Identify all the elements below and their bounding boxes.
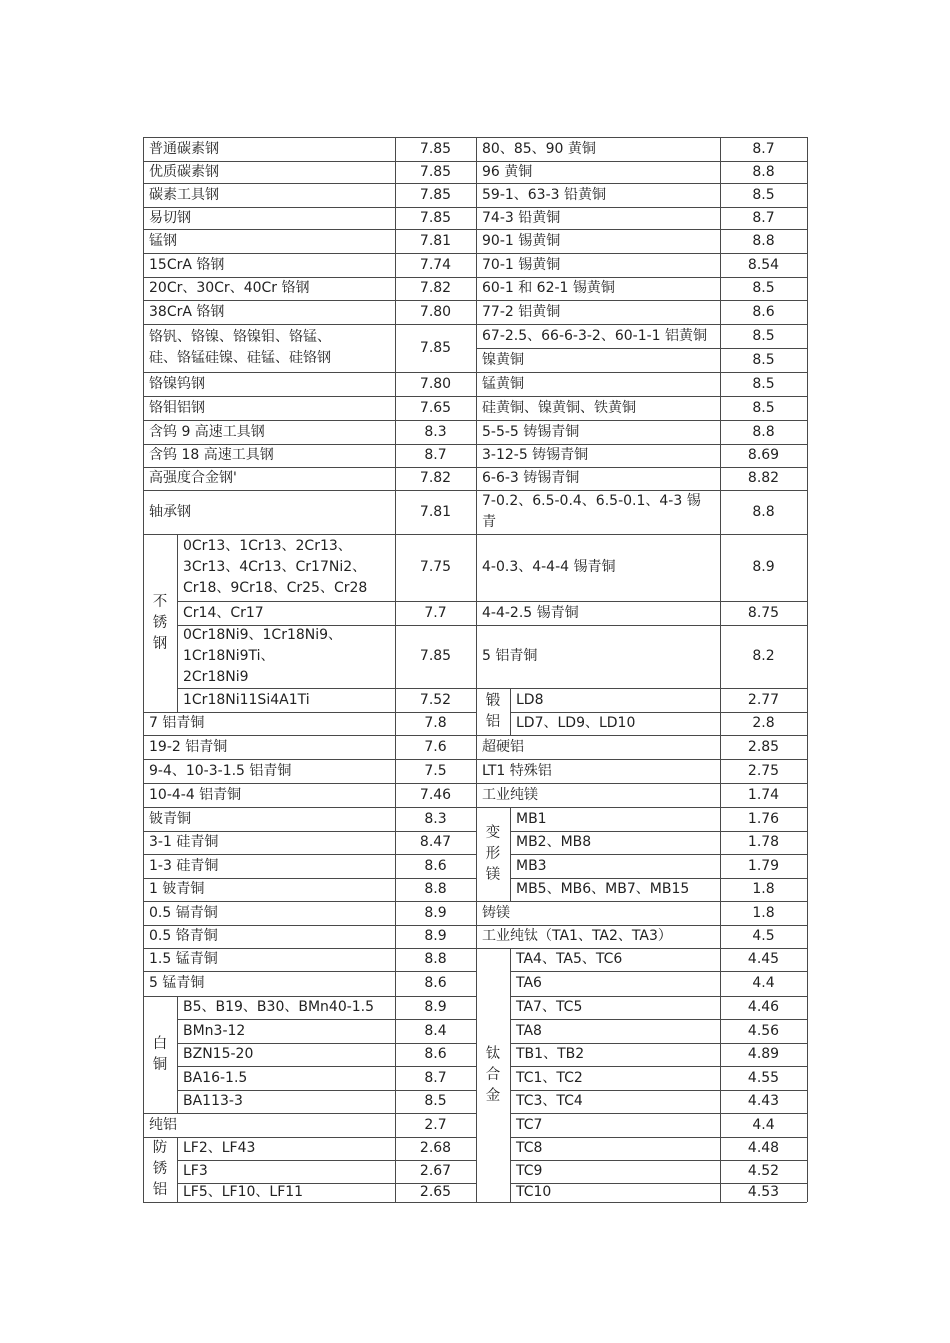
material-name-cell: 60-1 和 62-1 锡黄铜 xyxy=(482,280,615,296)
density-value-cell: 7.85 xyxy=(419,209,452,226)
density-value-cell: 7.6 xyxy=(424,738,447,755)
density-value-cell: 1.76 xyxy=(747,810,780,827)
material-name-cell: 1-3 硅青铜 xyxy=(149,857,219,874)
column-rule xyxy=(807,137,808,1202)
material-name-cell: LF2、LF43 xyxy=(183,1140,256,1156)
material-name-cell: 工业纯钛（TA1、TA2、TA3） xyxy=(482,928,672,944)
material-name-cell: 74-3 铅黄铜 xyxy=(482,209,561,226)
group-label: 防 锈 铝 xyxy=(152,1140,168,1198)
material-name-cell: 7-0.2、6.5-0.4、6.5-0.1、4-3 锡 青 xyxy=(482,493,701,530)
density-value-cell: 7.82 xyxy=(419,470,452,486)
material-name-cell: LT1 特殊铝 xyxy=(482,762,552,779)
density-value-cell: 2.77 xyxy=(747,691,780,708)
group-label: 锻 铝 xyxy=(485,692,501,730)
density-value-cell: 4.53 xyxy=(747,1184,780,1200)
density-value-cell: 7.81 xyxy=(419,503,452,520)
material-name-cell: MB2、MB8 xyxy=(516,834,592,850)
density-value-cell: 8.47 xyxy=(419,834,452,850)
material-name-cell: 轴承钢 xyxy=(149,503,191,520)
density-value-cell: 8.8 xyxy=(424,881,447,897)
material-name-cell: 含钨 18 高速工具钢 xyxy=(149,447,274,463)
material-name-cell: BA113-3 xyxy=(183,1093,243,1109)
density-value-cell: 2.8 xyxy=(752,715,775,731)
material-name-cell: LD7、LD9、LD10 xyxy=(516,715,636,731)
material-name-cell: 锰钢 xyxy=(149,232,177,249)
density-value-cell: 8.82 xyxy=(747,470,780,486)
group-label: 变 形 镁 xyxy=(485,824,501,883)
density-value-cell: 7.85 xyxy=(419,339,452,356)
density-value-cell: 4.43 xyxy=(747,1093,780,1109)
density-value-cell: 7.80 xyxy=(419,303,452,320)
density-value-cell: 4.4 xyxy=(752,1116,775,1133)
material-name-cell: 超硬铝 xyxy=(482,738,524,755)
material-name-cell: 铬镍钨钢 xyxy=(149,375,205,392)
density-value-cell: 7.85 xyxy=(419,186,452,203)
material-name-cell: 高强度合金钢' xyxy=(149,470,237,486)
density-value-cell: 1.78 xyxy=(747,834,780,850)
density-value-cell: 8.5 xyxy=(752,280,775,296)
material-name-cell: 1 铍青铜 xyxy=(149,881,205,897)
material-name-cell: TC7 xyxy=(516,1116,543,1133)
material-name-cell: 镍黄铜 xyxy=(482,351,524,368)
material-name-cell: MB1 xyxy=(516,810,547,827)
material-name-cell: TC3、TC4 xyxy=(516,1093,583,1109)
density-value-cell: 8.6 xyxy=(424,1046,447,1062)
material-name-cell: 1Cr18Ni11Si4A1Ti xyxy=(183,691,310,708)
material-name-cell: 3-1 硅青铜 xyxy=(149,834,219,850)
density-value-cell: 8.8 xyxy=(752,503,775,520)
density-value-cell: 8.7 xyxy=(424,447,447,463)
material-name-cell: TC8 xyxy=(516,1140,543,1156)
material-name-cell: TA8 xyxy=(516,1022,542,1039)
material-name-cell: B5、B19、B30、BMn40-1.5 xyxy=(183,999,375,1015)
material-name-cell: 7 铝青铜 xyxy=(149,715,205,731)
material-name-cell: 80、85、90 黄铜 xyxy=(482,140,596,157)
material-name-cell: BA16-1.5 xyxy=(183,1069,248,1086)
density-value-cell: 7.46 xyxy=(419,786,452,803)
density-value-cell: 2.7 xyxy=(424,1116,447,1133)
density-value-cell: 2.67 xyxy=(419,1163,452,1179)
density-value-cell: 4.52 xyxy=(747,1163,780,1179)
density-value-cell: 7.7 xyxy=(424,604,447,621)
material-name-cell: 5-5-5 铸锡青铜 xyxy=(482,423,580,440)
material-name-cell: TC10 xyxy=(516,1184,552,1200)
material-name-cell: 工业纯镁 xyxy=(482,786,538,803)
density-value-cell: 7.74 xyxy=(419,256,452,273)
density-value-cell: 7.81 xyxy=(419,232,452,249)
density-value-cell: 8.7 xyxy=(752,209,775,226)
material-name-cell: 6-6-3 铸锡青铜 xyxy=(482,470,580,486)
density-value-cell: 7.8 xyxy=(424,715,447,731)
density-value-cell: 1.79 xyxy=(747,857,780,874)
material-name-cell: 硅黄铜、镍黄铜、铁黄铜 xyxy=(482,399,636,416)
material-name-cell: 70-1 锡黄铜 xyxy=(482,256,561,273)
density-value-cell: 1.8 xyxy=(752,904,775,921)
density-value-cell: 8.8 xyxy=(752,232,775,249)
group-label: 白 铜 xyxy=(152,1035,168,1073)
density-value-cell: 8.2 xyxy=(752,648,775,664)
density-value-cell: 7.65 xyxy=(419,399,452,416)
material-name-cell: BZN15-20 xyxy=(183,1046,254,1062)
material-name-cell: 0Cr18Ni9、1Cr18Ni9、 1Cr18Ni9Ti、 2Cr18Ni9 xyxy=(183,627,343,685)
material-name-cell: 3-12-5 铸锡青铜 xyxy=(482,447,589,463)
density-table xyxy=(143,137,807,1202)
material-name-cell: 5 锰青铜 xyxy=(149,975,205,991)
density-value-cell: 2.85 xyxy=(747,738,780,755)
density-value-cell: 8.5 xyxy=(752,327,775,344)
material-name-cell: 4-4-2.5 锡青铜 xyxy=(482,604,579,621)
material-name-cell: 77-2 铝黄铜 xyxy=(482,303,561,320)
material-name-cell: LF3 xyxy=(183,1163,208,1179)
density-value-cell: 4.5 xyxy=(752,928,775,944)
density-value-cell: 4.4 xyxy=(752,975,775,991)
material-name-cell: 0.5 镉青铜 xyxy=(149,904,218,921)
material-name-cell: Cr14、Cr17 xyxy=(183,604,264,621)
material-name-cell: 普通碳素钢 xyxy=(149,140,219,157)
density-value-cell: 8.5 xyxy=(752,186,775,203)
material-name-cell: BMn3-12 xyxy=(183,1022,246,1039)
material-name-cell: 4-0.3、4-4-4 锡青铜 xyxy=(482,559,616,575)
material-name-cell: 纯铝 xyxy=(149,1116,177,1133)
density-value-cell: 8.75 xyxy=(747,604,780,621)
density-value-cell: 7.82 xyxy=(419,280,452,296)
density-value-cell: 7.5 xyxy=(424,762,447,779)
density-value-cell: 7.85 xyxy=(419,163,452,180)
density-value-cell: 8.69 xyxy=(747,447,780,463)
density-value-cell: 7.75 xyxy=(419,559,452,575)
material-name-cell: 优质碳素钢 xyxy=(149,163,219,180)
density-value-cell: 8.5 xyxy=(752,351,775,368)
density-value-cell: 8.7 xyxy=(424,1069,447,1086)
material-name-cell: 1.5 锰青铜 xyxy=(149,951,218,967)
density-value-cell: 4.48 xyxy=(747,1140,780,1156)
density-value-cell: 4.56 xyxy=(747,1022,780,1039)
density-value-cell: 8.9 xyxy=(424,928,447,944)
material-name-cell: 0Cr13、1Cr13、2Cr13、 3Cr13、4Cr13、Cr17Ni2、 Cr18、9Cr18、Cr25、Cr28 xyxy=(183,538,368,596)
density-value-cell: 4.89 xyxy=(747,1046,780,1062)
density-value-cell: 8.8 xyxy=(752,423,775,440)
material-name-cell: TA6 xyxy=(516,975,542,991)
material-name-cell: 0.5 铬青铜 xyxy=(149,928,218,944)
material-name-cell: 铍青铜 xyxy=(149,810,191,827)
density-value-cell: 7.85 xyxy=(419,140,452,157)
material-name-cell: 20Cr、30Cr、40Cr 铬钢 xyxy=(149,280,310,296)
material-name-cell: 铸镁 xyxy=(482,904,510,921)
density-value-cell: 8.6 xyxy=(424,975,447,991)
material-name-cell: 67-2.5、66-6-3-2、60-1-1 铝黄铜 xyxy=(482,327,708,344)
density-value-cell: 8.9 xyxy=(424,999,447,1015)
density-value-cell: 8.9 xyxy=(752,559,775,575)
density-value-cell: 7.85 xyxy=(419,648,452,664)
density-value-cell: 8.4 xyxy=(424,1022,447,1039)
material-name-cell: 铬钒、铬镍、铬镍钼、铬锰、 硅、铬锰硅镍、硅锰、硅铬钢 xyxy=(149,329,331,366)
density-value-cell: 2.65 xyxy=(419,1184,452,1200)
material-name-cell: 90-1 锡黄铜 xyxy=(482,232,561,249)
density-value-cell: 8.5 xyxy=(752,375,775,392)
density-value-cell: 1.8 xyxy=(752,881,775,897)
density-value-cell: 2.75 xyxy=(747,762,780,779)
density-value-cell: 7.52 xyxy=(419,691,452,708)
density-value-cell: 8.8 xyxy=(752,163,775,180)
density-value-cell: 8.6 xyxy=(424,857,447,874)
material-name-cell: 9-4、10-3-1.5 铝青铜 xyxy=(149,762,292,779)
group-label: 不 锈 钢 xyxy=(152,593,168,652)
density-value-cell: 8.54 xyxy=(747,256,780,273)
material-name-cell: 59-1、63-3 铅黄铜 xyxy=(482,186,606,203)
density-value-cell: 8.5 xyxy=(424,1093,447,1109)
material-name-cell: MB3 xyxy=(516,857,547,874)
material-name-cell: 5 铝青铜 xyxy=(482,648,538,664)
material-name-cell: LF5、LF10、LF11 xyxy=(183,1184,304,1200)
material-name-cell: 38CrA 铬钢 xyxy=(149,303,225,320)
material-name-cell: 含钨 9 高速工具钢 xyxy=(149,423,265,440)
material-name-cell: TB1、TB2 xyxy=(516,1046,585,1062)
material-name-cell: 易切钢 xyxy=(149,209,191,226)
material-name-cell: 铬钼铝钢 xyxy=(149,399,205,416)
material-name-cell: 锰黄铜 xyxy=(482,375,524,392)
density-value-cell: 8.5 xyxy=(752,399,775,416)
group-label: 钛 合 金 xyxy=(485,1045,501,1104)
material-name-cell: MB5、MB6、MB7、MB15 xyxy=(516,881,690,897)
material-name-cell: TC1、TC2 xyxy=(516,1069,583,1086)
density-value-cell: 8.3 xyxy=(424,423,447,440)
density-value-cell: 1.74 xyxy=(747,786,780,803)
density-value-cell: 8.6 xyxy=(752,303,775,320)
material-name-cell: LD8 xyxy=(516,691,544,708)
density-value-cell: 4.46 xyxy=(747,999,780,1015)
material-name-cell: 19-2 铝青铜 xyxy=(149,738,228,755)
material-name-cell: 10-4-4 铝青铜 xyxy=(149,786,242,803)
density-value-cell: 8.8 xyxy=(424,951,447,967)
material-name-cell: TA7、TC5 xyxy=(516,999,583,1015)
material-name-cell: 96 黄铜 xyxy=(482,163,533,180)
material-name-cell: 15CrA 铬钢 xyxy=(149,256,225,273)
material-name-cell: TC9 xyxy=(516,1163,543,1179)
density-value-cell: 7.80 xyxy=(419,375,452,392)
density-value-cell: 4.45 xyxy=(747,951,780,967)
density-value-cell: 2.68 xyxy=(419,1140,452,1156)
density-value-cell: 4.55 xyxy=(747,1069,780,1086)
density-value-cell: 8.9 xyxy=(424,904,447,921)
density-value-cell: 8.7 xyxy=(752,140,775,157)
material-name-cell: TA4、TA5、TC6 xyxy=(516,951,623,967)
density-value-cell: 8.3 xyxy=(424,810,447,827)
material-name-cell: 碳素工具钢 xyxy=(149,186,219,203)
